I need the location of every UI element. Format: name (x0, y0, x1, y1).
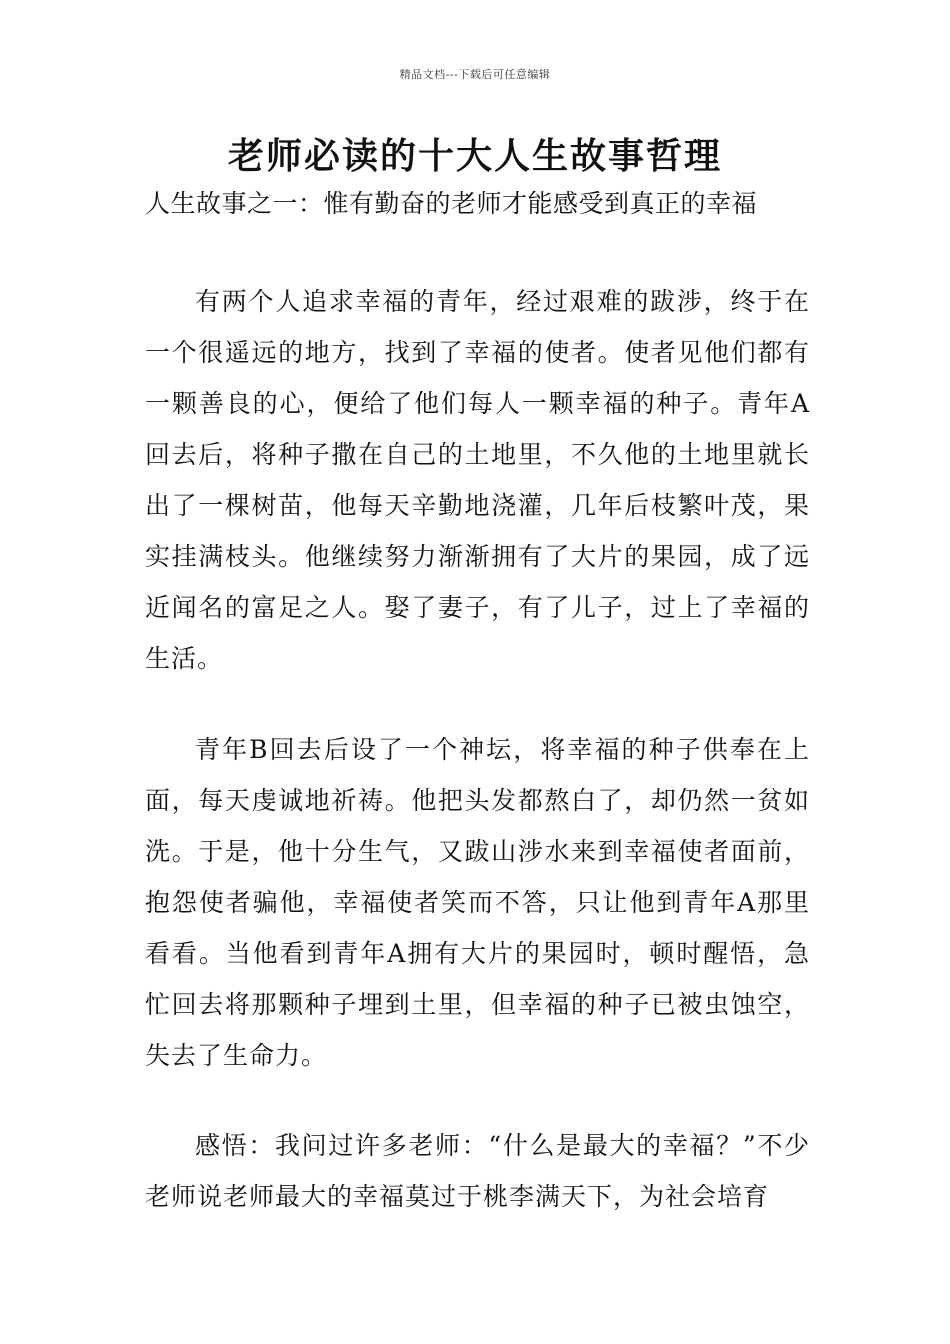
body-paragraph: 感悟：我问过许多老师：“什么是最大的幸福？”不少老师说老师最大的幸福莫过于桃李满天下，为社会培育 (145, 1131, 810, 1211)
header-note: 精品文档---下载后可任意编辑 (399, 68, 551, 81)
section-subtitle: 人生故事之一：惟有勤奋的老师才能感受到真正的幸福 (145, 189, 758, 218)
page-title: 老师必读的十大人生故事哲理 (227, 135, 722, 177)
body-paragraph: 青年B回去后设了一个神坛，将幸福的种子供奉在上面，每天虔诚地祈祷。他把头发都熬白了，却仍然一贫如洗。于是，他十分生气，又跋山涉水来到幸福使者面前，抱怨使者骗他，幸福使者笑而不答，只让他到青年A那里看看。当他看到青年A拥有大片的果园时，顿时醒悟，急忙回去将那颗种子埋到土里，但幸福的种子已被虫蚀空，失去了生命力。 (145, 735, 810, 1070)
body-paragraph: 有两个人追求幸福的青年，经过艰难的跋涉，终于在一个很遥远的地方，找到了幸福的使者。使者见他们都有一颗善良的心，便给了他们每人一颗幸福的种子。青年A回去后，将种子撒在自己的土地里，不久他的土地里就长出了一棵树苗，他每天辛勤地浇灌，几年后枝繁叶茂，果实挂满枝头。他继续努力渐渐拥有了大片的果园，成了远近闻名的富足之人。娶了妻子，有了儿子，过上了幸福的生活。 (145, 287, 810, 673)
